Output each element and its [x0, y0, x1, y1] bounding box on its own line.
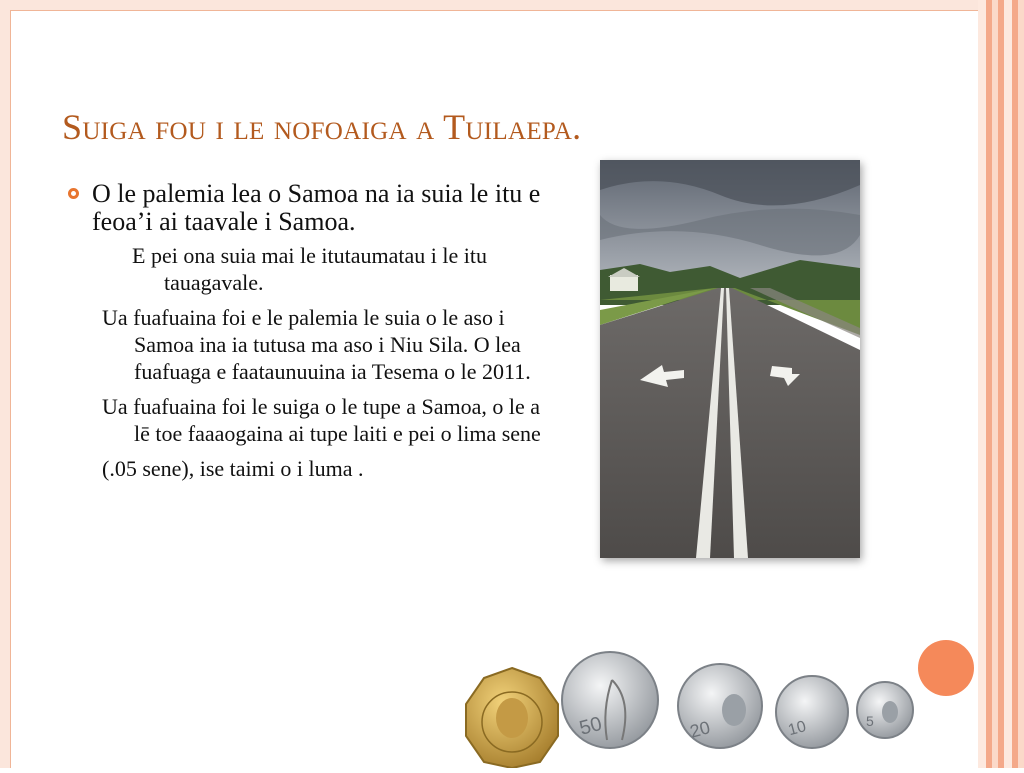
coin-label-5: 5 — [866, 713, 874, 729]
road-image — [600, 160, 860, 558]
sub-paragraph-1: E pei ona suia mai le itutaumatau i le itu tauagavale. — [132, 243, 487, 295]
coin-label-50: 50 — [577, 712, 605, 740]
road-photo — [600, 160, 860, 558]
slide-body — [60, 180, 560, 482]
coins-photo — [462, 640, 922, 768]
slide-frame-top — [0, 0, 1024, 10]
decorative-orange-circle — [918, 640, 974, 696]
sub-paragraph-3: Ua fuafuaina foi le suiga o le tupe a Samoa, o le a lē toe faaaogaina ai tupe laiti e pei o lima sene — [102, 394, 541, 446]
sub-paragraph-4: (.05 sene), ise taimi o i luma . — [102, 456, 364, 481]
bullet-circle-icon — [68, 188, 79, 199]
decorative-stripes — [978, 0, 1024, 768]
bullet-main — [60, 180, 560, 236]
sub-paragraph-2: Ua fuafuaina foi e le palemia le suia o le aso i Samoa ina ia tutusa ma aso i Niu Sila. O lea fuafuaga e faataunuuina ia Tesema o le 2011. — [102, 305, 531, 384]
bullet-main-text: O le palemia lea o Samoa na ia suia le itu e feoa’i ai taavale i Samoa. — [92, 179, 541, 236]
coin-label-20: 20 — [687, 717, 713, 742]
slide-frame-left — [0, 0, 10, 768]
coin-label-10: 10 — [786, 718, 808, 740]
coins-image — [462, 640, 922, 768]
slide-title: Suiga fou i le nofoaiga a Tuilaepa. — [62, 107, 582, 147]
